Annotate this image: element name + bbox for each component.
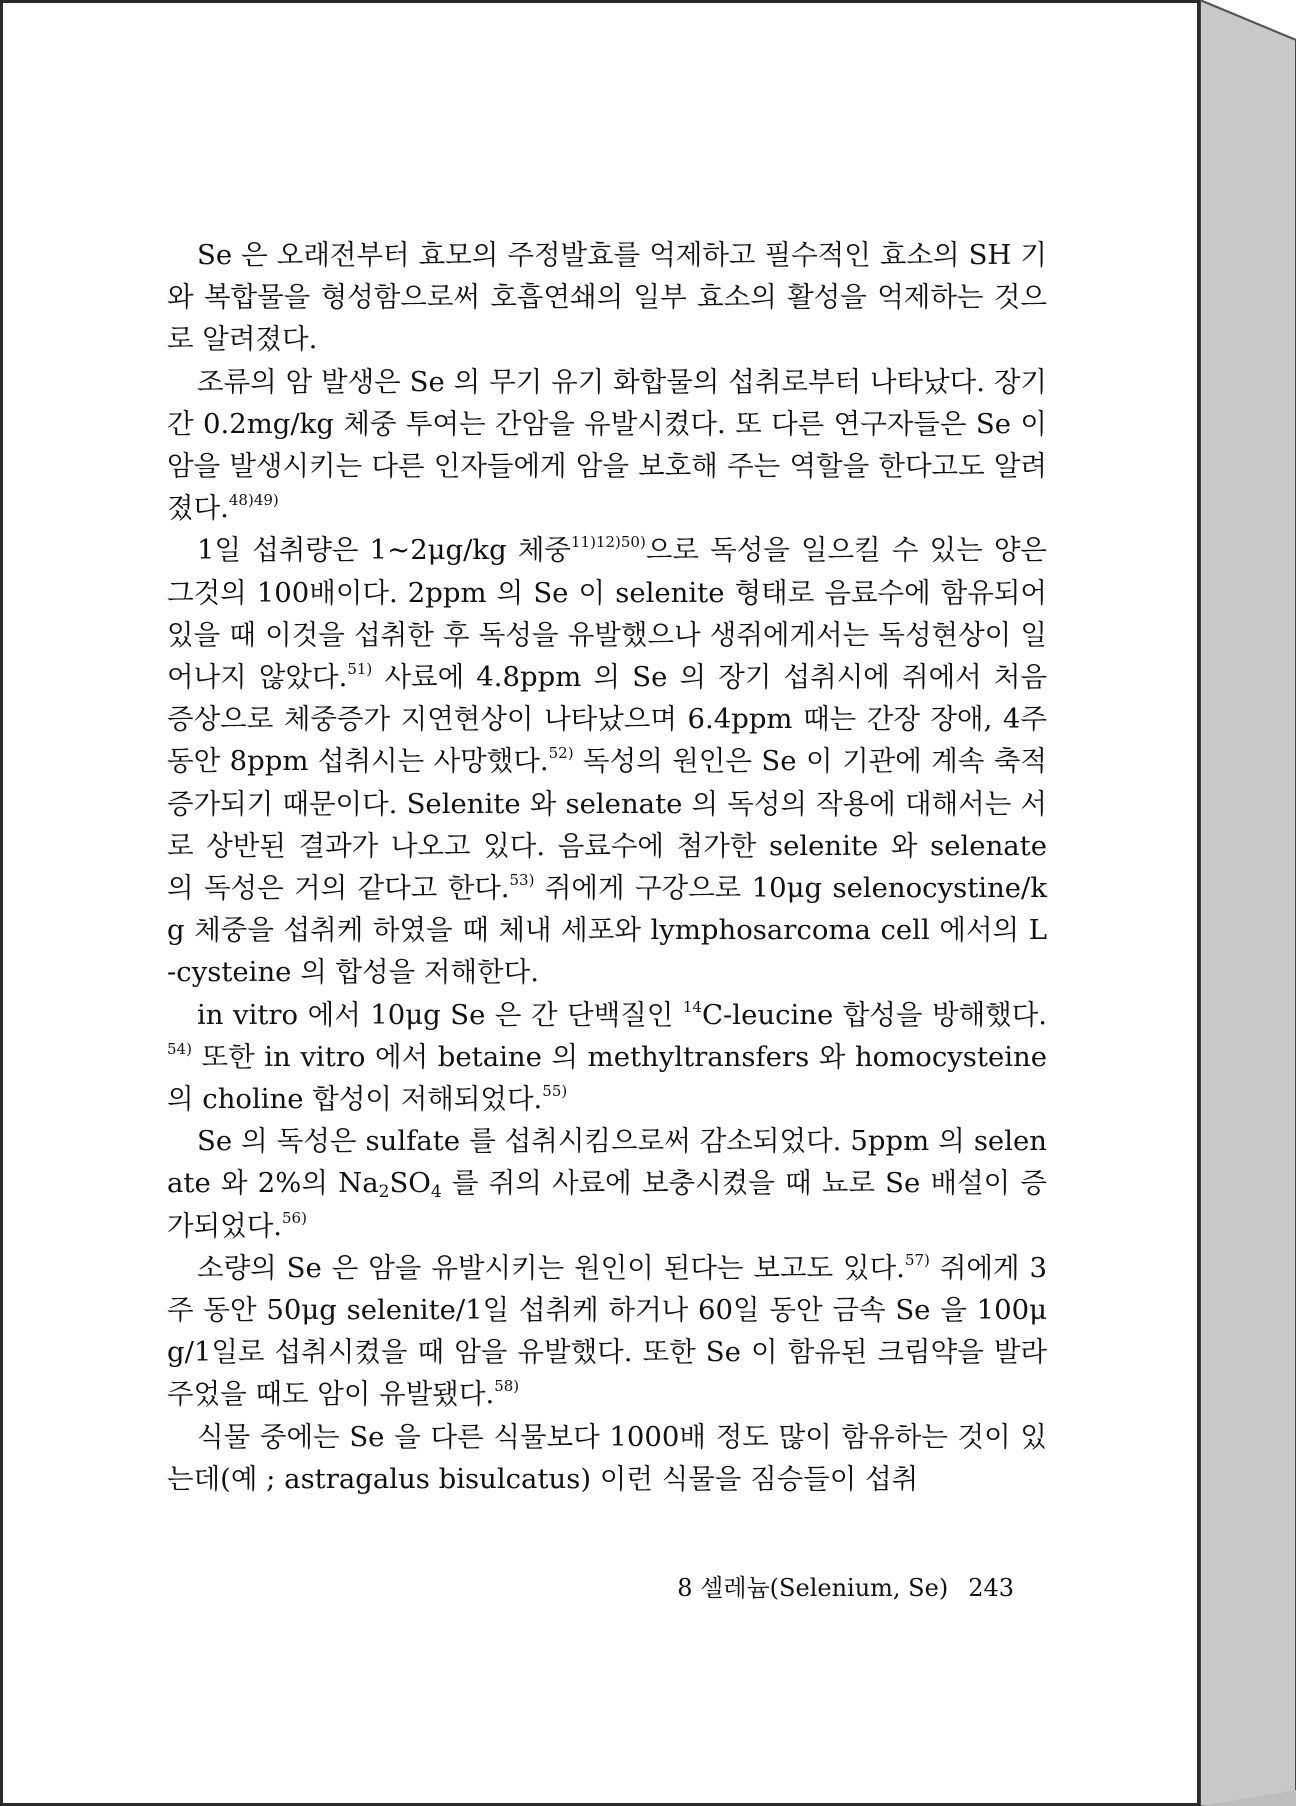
body-text <box>167 234 1047 1500</box>
paragraph <box>167 994 1047 1121</box>
paragraph <box>167 361 1047 530</box>
paragraph <box>167 1416 1047 1500</box>
reference-superscript: 53) <box>509 871 535 890</box>
text-run: 식물 중에는 Se 을 다른 식물보다 1000배 정도 많이 함유하는 것이 있는데(예 ; astragalus bisulcatus) 이런 식물을 짐승들이 섭취 <box>167 1420 1047 1495</box>
book-page-edge <box>1200 0 1296 1806</box>
reference-superscript: 11)12)50) <box>571 533 646 552</box>
chapter-title: 8 셀레늄(Selenium, Se) <box>677 1574 949 1602</box>
reference-superscript: 56) <box>282 1208 307 1227</box>
paragraph <box>167 234 1047 361</box>
text-run: 또한 in vitro 에서 betaine 의 methyltransfers 와 homocysteine 의 choline 합성이 저해되었다. <box>167 1040 1047 1116</box>
text-run: 조류의 암 발생은 Se 의 무기 유기 화합물의 섭취로부터 나타났다. 장기간 0.2mg/kg 체중 투여는 간암을 유발시켰다. 또 다른 연구자들은 Se 이 암을 발생시키는 다른 인자들에게 암을 보호해 주는 역할을 한다고도 알려졌다. <box>167 365 1047 525</box>
running-footer <box>600 1568 1014 1603</box>
page-number: 243 <box>968 1574 1014 1602</box>
reference-superscript: 52) <box>548 744 574 763</box>
paragraph <box>167 1120 1047 1247</box>
chemical-subscript: 2 <box>378 1182 390 1203</box>
reference-superscript: 51) <box>347 660 373 679</box>
text-run: C-leucine 합성을 방해했다. <box>701 998 1048 1031</box>
reference-superscript: 48)49) <box>228 491 279 510</box>
text-run: 를 쥐의 사료에 보충시켰을 때 뇨로 Se 배설이 증가되었다. <box>167 1167 1047 1242</box>
reference-superscript: 55) <box>542 1082 568 1101</box>
text-run: 1일 섭취량은 1∼2μg/kg 체중 <box>197 534 571 567</box>
text-run: 으로 독성을 일으킬 수 있는 양은 그것의 100배이다. 2ppm 의 Se 이 selenite 형태로 음료수에 함유되어 있을 때 이것을 섭취한 후 독성을 유발했으나 생쥐에게서는 독성현상이 일어나지 않았다. <box>167 534 1047 694</box>
text-run: in vitro 에서 10μg Se 은 간 단백질인 <box>197 998 683 1031</box>
text-run: Se 은 오래전부터 효모의 주정발효를 억제하고 필수적인 효소의 SH 기와 복합물을 형성함으로써 호흡연쇄의 일부 효소의 활성을 억제하는 것으로 알려졌다. <box>167 239 1047 356</box>
paragraph <box>167 529 1047 993</box>
text-run: SO <box>389 1167 431 1200</box>
reference-superscript: 14 <box>682 997 702 1016</box>
reference-superscript: 54) <box>167 1039 192 1058</box>
reference-superscript: 58) <box>494 1377 520 1396</box>
text-run: 쥐에게 구강으로 10μg selenocystine/kg 체중을 섭취케 하였을 때 체내 세포와 lymphosarcoma cell 에서의 L-cysteine 의 합성을 저해한다. <box>167 872 1047 989</box>
reference-superscript: 57) <box>904 1250 930 1269</box>
paragraph <box>167 1247 1047 1416</box>
text-run: 소량의 Se 은 암을 유발시키는 원인이 된다는 보고도 있다. <box>197 1251 905 1284</box>
text-run: 쥐에게 3주 동안 50μg selenite/1일 섭취케 하거나 60일 동안 금속 Se 을 100μg/1일로 섭취시켰을 때 암을 유발했다. 또한 Se 이 함유된 크림약을 발라 주었을 때도 암이 유발됐다. <box>167 1251 1047 1411</box>
text-run: 독성의 원인은 Se 이 기관에 계속 축적 증가되기 때문이다. Selenite 와 selenate 의 독성의 작용에 대해서는 서로 상반된 결과가 나오고 있다. 음료수에 첨가한 selenite 와 selenate 의 독성은 거의 같다고 한다. <box>167 745 1047 905</box>
text-run: Se 의 독성은 sulfate 를 섭취시킴으로써 감소되었다. 5ppm 의 selenate 와 2%의 Na <box>167 1125 1047 1200</box>
chemical-subscript: 4 <box>430 1182 442 1203</box>
text-run: 사료에 4.8ppm 의 Se 의 장기 섭취시에 쥐에서 처음 증상으로 체중증가 지연현상이 나타났으며 6.4ppm 때는 간장 장애, 4주 동안 8ppm 섭취시는 사망했다. <box>167 661 1048 778</box>
